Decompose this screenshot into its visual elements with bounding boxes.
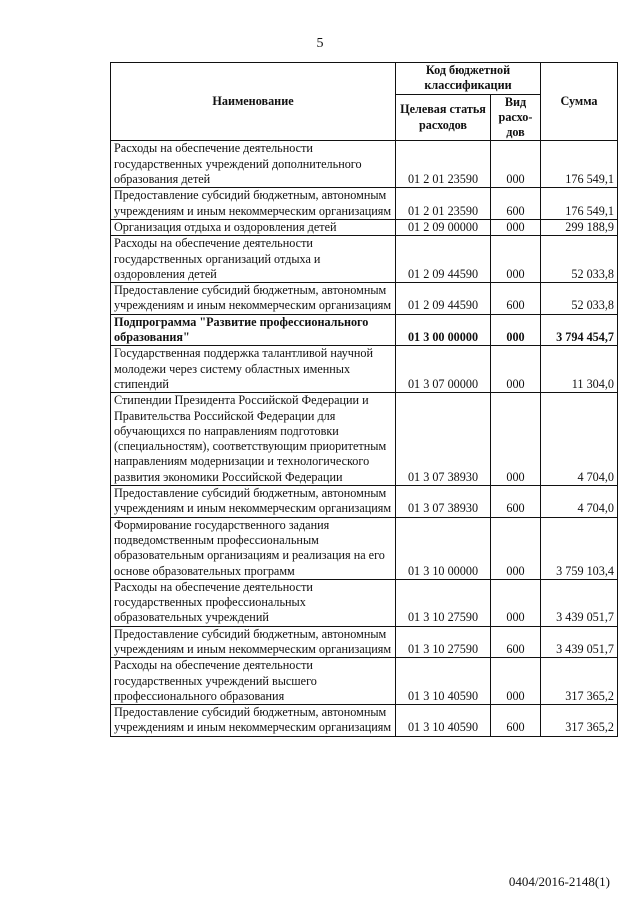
row-name-cell: Предоставление субсидий бюджетным, автономным учреждениям и иным некоммерческим организациям bbox=[111, 283, 396, 315]
header-expense-type: Вид расхо-дов bbox=[491, 94, 541, 141]
row-sum-cell: 176 549,1 bbox=[541, 141, 618, 188]
row-code-cell: 01 2 09 44590 bbox=[396, 236, 491, 283]
row-type-cell: 600 bbox=[491, 626, 541, 658]
row-sum-cell: 176 549,1 bbox=[541, 188, 618, 220]
table-row bbox=[111, 283, 618, 315]
row-name-cell: Государственная поддержка талантливой научной молодежи через систему областных именных стипендий bbox=[111, 346, 396, 393]
budget-table bbox=[110, 62, 618, 737]
row-type-cell: 600 bbox=[491, 283, 541, 315]
table-row bbox=[111, 236, 618, 283]
row-sum-cell: 52 033,8 bbox=[541, 236, 618, 283]
row-code-cell: 01 2 01 23590 bbox=[396, 188, 491, 220]
row-name-cell: Подпрограмма "Развитие профессионального образования" bbox=[111, 314, 396, 346]
row-code-cell: 01 2 09 00000 bbox=[396, 219, 491, 235]
row-code-cell: 01 3 07 38930 bbox=[396, 393, 491, 486]
row-sum-cell: 52 033,8 bbox=[541, 283, 618, 315]
row-name-cell: Расходы на обеспечение деятельности государственных учреждений дополнительного образования детей bbox=[111, 141, 396, 188]
row-sum-cell: 317 365,2 bbox=[541, 705, 618, 737]
row-code-cell: 01 2 01 23590 bbox=[396, 141, 491, 188]
row-name-cell: Предоставление субсидий бюджетным, автономным учреждениям и иным некоммерческим организациям bbox=[111, 626, 396, 658]
row-sum-cell: 4 704,0 bbox=[541, 393, 618, 486]
row-sum-cell: 3 794 454,7 bbox=[541, 314, 618, 346]
row-name-cell: Предоставление субсидий бюджетным, автономным учреждениям и иным некоммерческим организациям bbox=[111, 486, 396, 518]
table-row bbox=[111, 579, 618, 626]
row-type-cell: 600 bbox=[491, 486, 541, 518]
row-name-cell: Формирование государственного задания подведомственным профессиональным образовательным организациям и реализация на его основе образовательных программ bbox=[111, 517, 396, 579]
row-code-cell: 01 3 10 27590 bbox=[396, 626, 491, 658]
row-name-cell: Расходы на обеспечение деятельности государственных профессиональных образовательных учреждений bbox=[111, 579, 396, 626]
header-name: Наименование bbox=[111, 63, 396, 141]
row-type-cell: 000 bbox=[491, 658, 541, 705]
table-row bbox=[111, 346, 618, 393]
table-row bbox=[111, 393, 618, 486]
header-code-group: Код бюджетной классификации bbox=[396, 63, 541, 95]
row-code-cell: 01 3 07 38930 bbox=[396, 486, 491, 518]
row-type-cell: 600 bbox=[491, 705, 541, 737]
row-code-cell: 01 3 10 00000 bbox=[396, 517, 491, 579]
row-name-cell: Организация отдыха и оздоровления детей bbox=[111, 219, 396, 235]
row-code-cell: 01 3 10 27590 bbox=[396, 579, 491, 626]
row-type-cell: 000 bbox=[491, 393, 541, 486]
row-type-cell: 000 bbox=[491, 346, 541, 393]
row-sum-cell: 3 439 051,7 bbox=[541, 579, 618, 626]
table-row bbox=[111, 486, 618, 518]
header-target-article: Целевая статья расходов bbox=[396, 94, 491, 141]
row-sum-cell: 299 188,9 bbox=[541, 219, 618, 235]
row-sum-cell: 4 704,0 bbox=[541, 486, 618, 518]
row-type-cell: 000 bbox=[491, 219, 541, 235]
page-number: 5 bbox=[316, 36, 324, 51]
row-type-cell: 000 bbox=[491, 141, 541, 188]
row-code-cell: 01 3 07 00000 bbox=[396, 346, 491, 393]
table-row bbox=[111, 705, 618, 737]
table-row bbox=[111, 219, 618, 235]
document-number: 0404/2016-2148(1) bbox=[508, 874, 610, 889]
row-name-cell: Предоставление субсидий бюджетным, автономным учреждениям и иным некоммерческим организациям bbox=[111, 188, 396, 220]
table-row bbox=[111, 626, 618, 658]
header-row bbox=[111, 63, 618, 95]
row-code-cell: 01 2 09 44590 bbox=[396, 283, 491, 315]
row-name-cell: Расходы на обеспечение деятельности государственных организаций отдыха и оздоровления детей bbox=[111, 236, 396, 283]
row-code-cell: 01 3 10 40590 bbox=[396, 705, 491, 737]
table-row bbox=[111, 314, 618, 346]
row-type-cell: 000 bbox=[491, 517, 541, 579]
row-code-cell: 01 3 00 00000 bbox=[396, 314, 491, 346]
row-name-cell: Стипендии Президента Российской Федерации и Правительства Российской Федерации для обучающихся по направлениям подготовки (специальностям), соответствующим приоритетным направлениям модернизации и технологического развития экономики Российской Федерации bbox=[111, 393, 396, 486]
table-row bbox=[111, 658, 618, 705]
row-sum-cell: 3 759 103,4 bbox=[541, 517, 618, 579]
row-type-cell: 000 bbox=[491, 236, 541, 283]
row-sum-cell: 11 304,0 bbox=[541, 346, 618, 393]
row-type-cell: 000 bbox=[491, 579, 541, 626]
table-row bbox=[111, 141, 618, 188]
table-row bbox=[111, 517, 618, 579]
row-type-cell: 000 bbox=[491, 314, 541, 346]
row-sum-cell: 317 365,2 bbox=[541, 658, 618, 705]
table-row bbox=[111, 188, 618, 220]
row-code-cell: 01 3 10 40590 bbox=[396, 658, 491, 705]
row-name-cell: Предоставление субсидий бюджетным, автономным учреждениям и иным некоммерческим организациям bbox=[111, 705, 396, 737]
table-body bbox=[111, 141, 618, 736]
row-sum-cell: 3 439 051,7 bbox=[541, 626, 618, 658]
header-sum: Сумма bbox=[541, 63, 618, 141]
row-type-cell: 600 bbox=[491, 188, 541, 220]
row-name-cell: Расходы на обеспечение деятельности государственных учреждений высшего профессионального образования bbox=[111, 658, 396, 705]
